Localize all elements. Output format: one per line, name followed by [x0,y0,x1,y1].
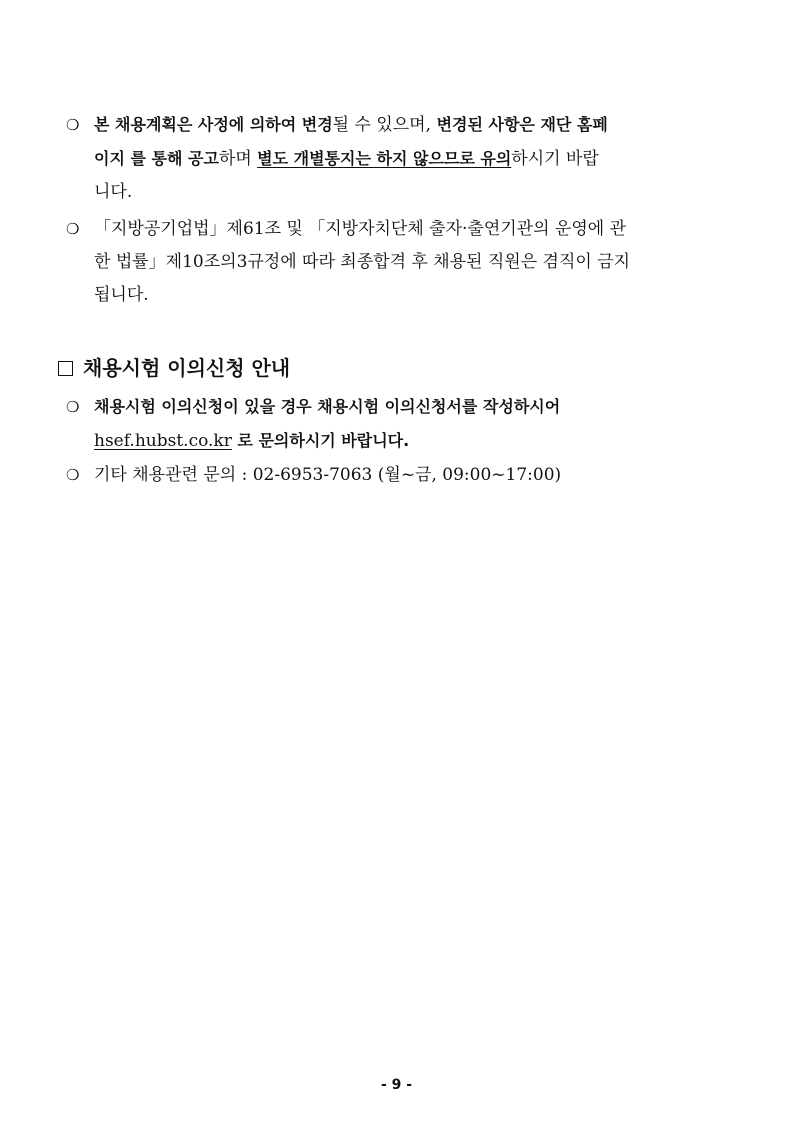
notice-line: 니다. [94,182,133,202]
bold-text: 채용시험 이의신청이 있을 경우 채용시험 이의신청서를 작성하시어 [94,397,561,416]
notice-line [66,142,734,176]
circle-bullet-icon: ❍ [66,220,80,238]
contact-item [66,459,734,492]
circle-bullet-icon: ❍ [66,398,80,416]
notice-line: 한 법률」제10조의3규정에 따라 최종합격 후 채용된 직원은 겸직이 금지 [94,252,631,272]
circle-bullet-icon: ❍ [66,466,80,484]
bold-underlined-text: 별도 개별통지는 하지 않으므로 유의 [257,149,512,168]
circle-bullet-icon: ❍ [66,116,80,134]
notice-line [66,213,734,246]
website-link[interactable]: hsef.hubst.co.kr [94,431,232,451]
section-heading-text: 채용시험 이의신청 안내 [83,356,291,380]
appeal-item [66,390,734,458]
bold-text: 본 채용계획은 사정에 의하여 변경 [94,115,333,134]
body-text: 「지방공기업법」제61조 및 「지방자치단체 출자·출연기관의 운영에 관 [94,219,627,239]
notice-line [66,108,734,142]
notice-line [66,390,734,424]
checkbox-square-icon [58,361,73,376]
notice-item-law [66,213,734,312]
notice-line [66,459,734,492]
notice-line: 됩니다. [94,285,149,305]
bold-text: 로 문의하시기 바랍니다. [231,431,410,450]
contact-text: 기타 채용관련 문의 : 02-6953-7063 (월~금, 09:00~17:00) [94,465,562,485]
body-text: 될 수 있으며, [332,115,431,135]
body-text: 하며 [218,149,258,169]
page-number: - 9 - [380,1077,413,1093]
section-heading [58,352,290,381]
bold-text: 이지 를 통해 공고 [94,149,219,168]
notice-line [66,424,734,458]
notice-item-change [66,108,734,209]
bold-text: 변경된 사항은 재단 홈페 [431,115,608,134]
body-text: 하시기 바랍 [511,149,599,169]
